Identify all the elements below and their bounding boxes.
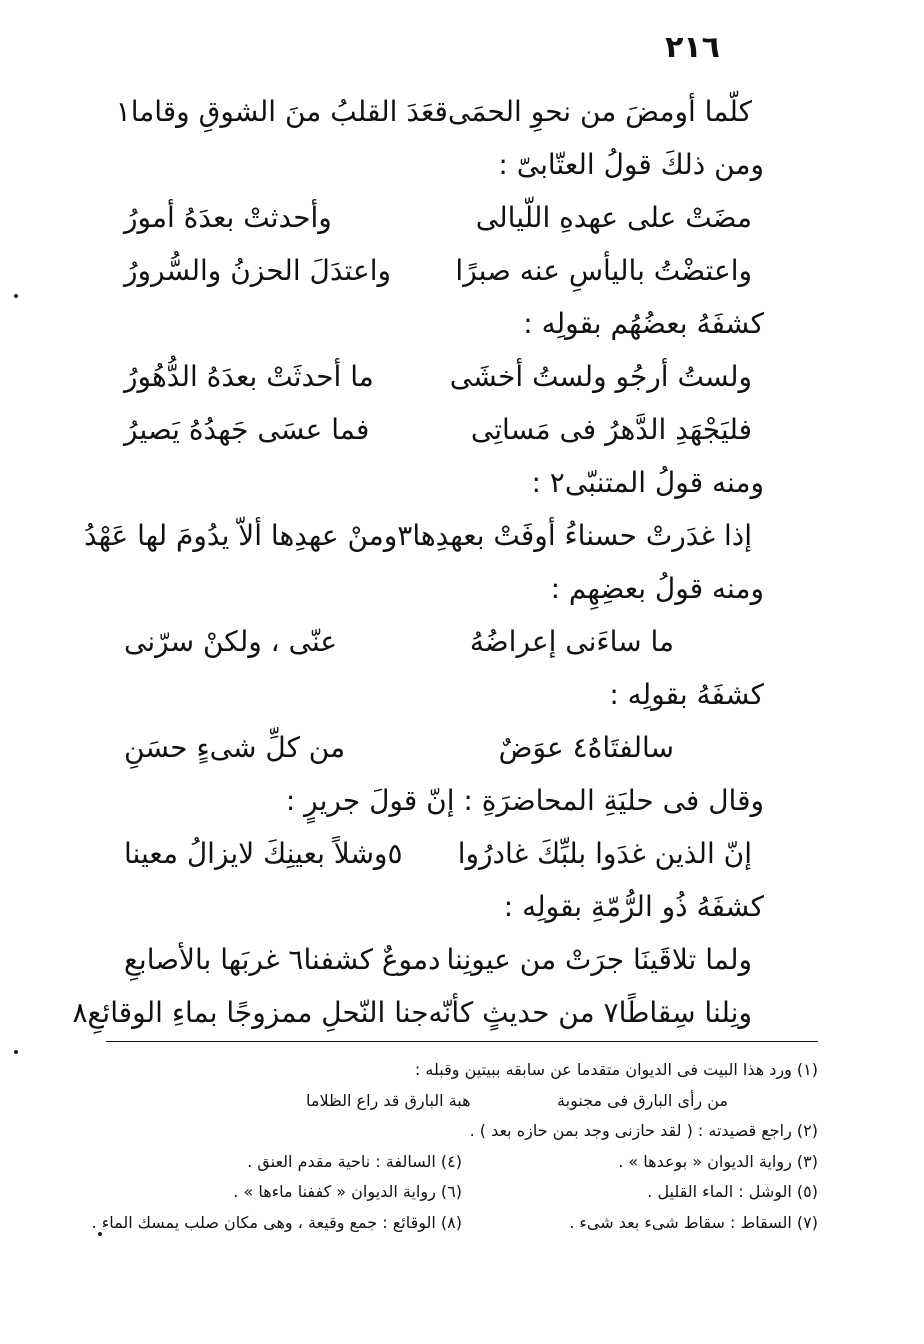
footnote-3: (٣) رواية الديوان « بوعدها » . [618, 1151, 818, 1171]
verse-first-hemistich: ما ساءَنى إعراضُهُ [469, 625, 674, 658]
verse-first-hemistich: ونِلنا سِقاطًا٧ من حديثٍ كأنّه [428, 996, 752, 1029]
footnotes [91, 1055, 818, 1238]
verse-line [104, 191, 784, 244]
verse-second-hemistich: دموعٌ كشفنا٦ غربَها بالأصابعِ [124, 943, 441, 976]
verse-second-hemistich: وأحدثتْ بعدَهُ أمورُ [124, 201, 332, 234]
verse-second-hemistich: جنا النّحلِ ممزوجًا بماءِ الوقائعِ٨ [72, 996, 429, 1029]
verse-first-hemistich: واعتضْتُ باليأسِ عنه صبرًا [455, 254, 752, 287]
footnote-1: (١) ورد هذا البيت فى الديوان متقدما عن سابقه ببيتين وقبله : [414, 1060, 818, 1079]
footnote-8: (٨) الوقائع : جمع وقيعة ، وهى مكان صلب يمسك الماء . [91, 1212, 462, 1232]
footnote-5: (٥) الوشل : الماء القليل . [647, 1182, 818, 1201]
verse-second-hemistich: عنّى ، ولكنْ سرّنى [124, 625, 338, 658]
verse-line [104, 85, 784, 138]
footnote-2: (٢) راجع قصيدته : ( لقد حازنى وجد بمن حازه بعد ) . [469, 1121, 818, 1140]
scan-speck [98, 1232, 102, 1236]
verse-second-hemistich: ٥وشلاً بعينِكَ لايزالُ معينا [124, 837, 403, 870]
verse-second-hemistich: فما عسَى جَهدُهُ يَصيرُ [124, 413, 370, 446]
verse-line [83, 509, 784, 562]
verse-first-hemistich: سالفتَاهُ٤ عوَضٌ [498, 731, 674, 764]
verse-first-hemistich: إنّ الذين غدَوا بلبِّكَ غادرُوا [457, 837, 752, 870]
prose-line: ومنه قولُ المتنبّى٢ : [531, 466, 764, 499]
verse-line [104, 827, 784, 880]
page-number: ٢١٦ [665, 30, 720, 65]
footnote-verse-first-hemistich: من رأى البارق فى مجنوبة [557, 1090, 728, 1110]
footnote-7: (٧) السقاط : سقاط شىء بعد شىء . [569, 1212, 818, 1232]
prose-line: كشفَهُ ذُو الرُّمّةِ بقولِه : [503, 890, 764, 923]
verse-second-hemistich: واعتدَلَ الحزنُ والسُّرورُ [124, 254, 391, 287]
verse-line [104, 933, 784, 986]
verse-first-hemistich: فليَجْهَدِ الدَّهرُ فى مَساتِى [470, 413, 752, 446]
verse-second-hemistich: من كلِّ شىءٍ حسَنِ [124, 731, 346, 764]
footnote-row [91, 1208, 818, 1239]
footnote-verse-second-hemistich: هبة البارق قد راع الظلاما [306, 1090, 471, 1110]
prose-line: ومنه قولُ بعضِهِم : [550, 572, 764, 605]
main-text [72, 85, 784, 1039]
verse-first-hemistich: كلّما أومضَ من نحوِ الحمَى [447, 95, 752, 128]
verse-line [104, 615, 784, 668]
footnote-row [106, 1147, 818, 1178]
verse-line [104, 350, 784, 403]
verse-first-hemistich: ولستُ أرجُو ولستُ أخشَى [449, 360, 752, 393]
prose-line: كشفَهُ بعضُهُم بقولِه : [523, 307, 764, 340]
verse-line [104, 244, 784, 297]
verse-second-hemistich: قعَدَ القلبُ منَ الشوقِ وقاما١ [115, 95, 448, 128]
verse-line [104, 721, 784, 774]
prose-line: ومن ذلكَ قولُ العتّابىّ : [498, 148, 764, 181]
footnote-row [106, 1177, 818, 1208]
scan-speck [14, 294, 18, 298]
footnote-6: (٦) رواية الديوان « كففنا ماءها » . [233, 1182, 462, 1201]
verse-second-hemistich: ما أحدثَتْ بعدَهُ الدُّهُورُ [124, 360, 374, 393]
footnote-1-verse [106, 1086, 818, 1117]
verse-line [104, 403, 784, 456]
footnote-separator [106, 1041, 818, 1042]
verse-first-hemistich: ولما تلاقَينَا جرَتْ من عيونِنا [446, 943, 752, 976]
prose-line: كشفَهُ بقولِه : [609, 678, 764, 711]
prose-line: وقال فى حليَةِ المحاضرَةِ : إنّ قولَ جريرٍ : [285, 784, 764, 817]
verse-first-hemistich: مضَتْ على عهدهِ اللّيالى [475, 201, 752, 234]
verse-first-hemistich: إذا غدَرتْ حسناءُ أوفَتْ بعهدِها٣ [397, 519, 752, 552]
verse-second-hemistich: ومنْ عهدِها ألاّ يدُومَ لها عَهْدُ [83, 519, 398, 552]
scan-speck [14, 1050, 18, 1054]
verse-line [72, 986, 784, 1039]
footnote-4: (٤) السالفة : ناحية مقدم العنق . [247, 1151, 462, 1171]
